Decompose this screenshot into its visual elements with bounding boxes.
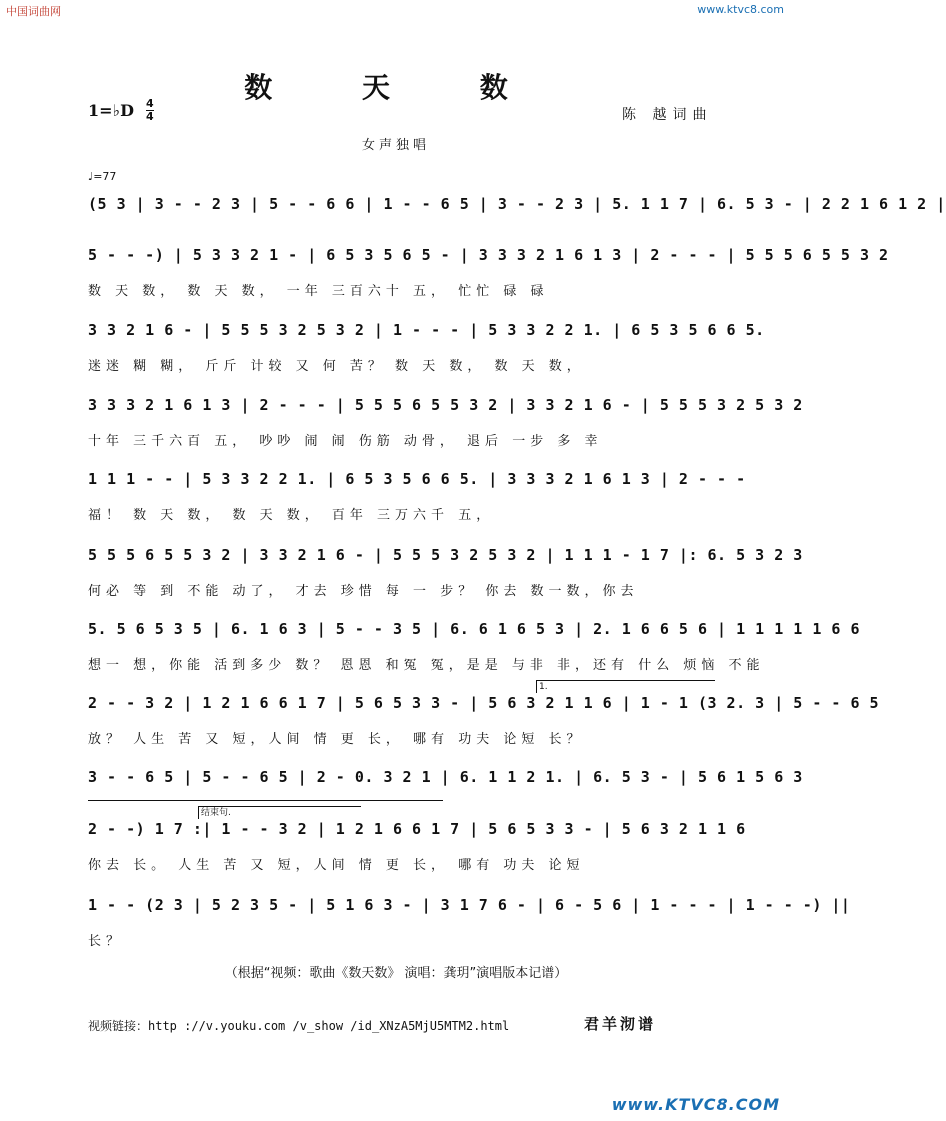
volta-bracket: 1. xyxy=(536,680,715,693)
lyrics-row: 放？ 人生 苦 又 短，人间 情 更 长， 哪有 功夫 论短 长？ xyxy=(88,732,585,747)
lyrics-row: 长？ xyxy=(88,934,125,949)
key-signature: 1=♭D xyxy=(88,101,134,120)
lyrics-row: 数 天 数， 数 天 数， 一年 三百六十 五， 忙忙 碌 碌 xyxy=(88,284,549,299)
performer-label: 女声独唱 xyxy=(361,138,430,153)
lyrics-row: 你去 长。 人生 苦 又 短，人间 情 更 长， 哪有 功夫 论短 xyxy=(88,858,585,873)
notation-row: 2 - - 3 2 | 1 2 1 6 6 1 7 | 5 6 5 3 3 - | 5 6 3 2 1 1 6 | 1 - 1 (3 2. 3 | 5 - - 6 5 xyxy=(88,694,880,712)
notation-row: 3 - - 6 5 | 5 - - 6 5 | 2 - 0. 3 2 1 | 6. 1 1 2 1. | 6. 5 3 - | 5 6 1 5 6 3 xyxy=(88,768,803,786)
notation-row: 5 5 5 6 5 5 3 2 | 3 3 2 1 6 - | 5 5 5 3 2 5 3 2 | 1 1 1 - 1 7 |: 6. 5 3 2 3 xyxy=(88,546,803,564)
time-signature xyxy=(146,98,154,123)
meter-top: 4 xyxy=(146,97,154,110)
author-credit: 陈 越词曲 xyxy=(622,107,713,123)
site-name-top-left[interactable]: 中国词曲网 xyxy=(6,5,61,18)
tempo-marking: ♩=77 xyxy=(88,170,117,183)
copyist-signature: 君羊沏谱 xyxy=(584,1015,657,1033)
notation-row: 5. 5 6 5 3 5 | 6. 1 6 3 | 5 - - 3 5 | 6. 6 1 6 5 3 | 2. 1 6 6 5 6 | 1 1 1 1 1 6 6 xyxy=(88,620,860,638)
volta-divider-line xyxy=(88,800,443,801)
meter-bottom: 4 xyxy=(146,110,154,123)
lyrics-row: 十年 三千六百 五， 吵吵 闹 闹 伤筋 动骨， 退后 一步 多 幸 xyxy=(88,434,603,449)
notation-row: 2 - -) 1 7 :| 1 - - 3 2 | 1 2 1 6 6 1 7 | 5 6 5 3 3 - | 5 6 3 2 1 1 6 xyxy=(88,820,746,838)
lyrics-row: 何必 等 到 不能 动了， 才去 珍惜 每 一 步？ 你去 数一数，你去 xyxy=(88,584,639,599)
notation-row: 5 - - -) | 5 3 3 2 1 - | 6 5 3 5 6 5 - | 3 3 3 2 1 6 1 3 | 2 - - - | 5 5 5 6 5 5 3 2 xyxy=(88,246,889,264)
song-title: 数 天 数 xyxy=(244,71,548,104)
notation-row: 1 1 1 - - | 5 3 3 2 2 1. | 6 5 3 5 6 6 5. | 3 3 3 2 1 6 1 3 | 2 - - - xyxy=(88,470,746,488)
notation-row: 1 - - (2 3 | 5 2 3 5 - | 5 1 6 3 - | 3 1 7 6 - | 6 - 5 6 | 1 - - - | 1 - - -) || xyxy=(88,896,851,914)
lyrics-row: 想一 想，你能 活到多少 数？ 恩恩 和冤 冤，是是 与非 非，还有 什么 烦恼 不能 xyxy=(88,658,765,673)
notation-row: 3 3 2 1 6 - | 5 5 5 3 2 5 3 2 | 1 - - - | 5 3 3 2 2 1. | 6 5 3 5 6 6 5. xyxy=(88,321,765,339)
source-note: （根据“视频：歌曲《数天数》 演唱：龚玥”演唱版本记谱） xyxy=(224,966,568,981)
lyrics-row: 福！ 数 天 数， 数 天 数， 百年 三万六千 五， xyxy=(88,508,495,523)
site-url-bottom[interactable]: www.KTVC8.COM xyxy=(611,1095,780,1114)
lyrics-row: 迷迷 糊 糊， 斤斤 计较 又 何 苦？ 数 天 数， 数 天 数， xyxy=(88,359,585,374)
notation-row: 3 3 3 2 1 6 1 3 | 2 - - - | 5 5 5 6 5 5 3 2 | 3 3 2 1 6 - | 5 5 5 3 2 5 3 2 xyxy=(88,396,803,414)
notation-row: (5 3 | 3 - - 2 3 | 5 - - 6 6 | 1 - - 6 5 | 3 - - 2 3 | 5. 1 1 7 | 6. 5 3 - | 2 2 1 6 1 2 | xyxy=(88,195,946,213)
video-link[interactable]: 视频链接：http ://v.youku.com /v_show /id_XNzA5MjU5MTM2.html xyxy=(88,1019,510,1033)
coda-bracket: 结束句. xyxy=(198,806,361,819)
site-url-top-right[interactable]: www.ktvc8.com xyxy=(697,3,784,16)
